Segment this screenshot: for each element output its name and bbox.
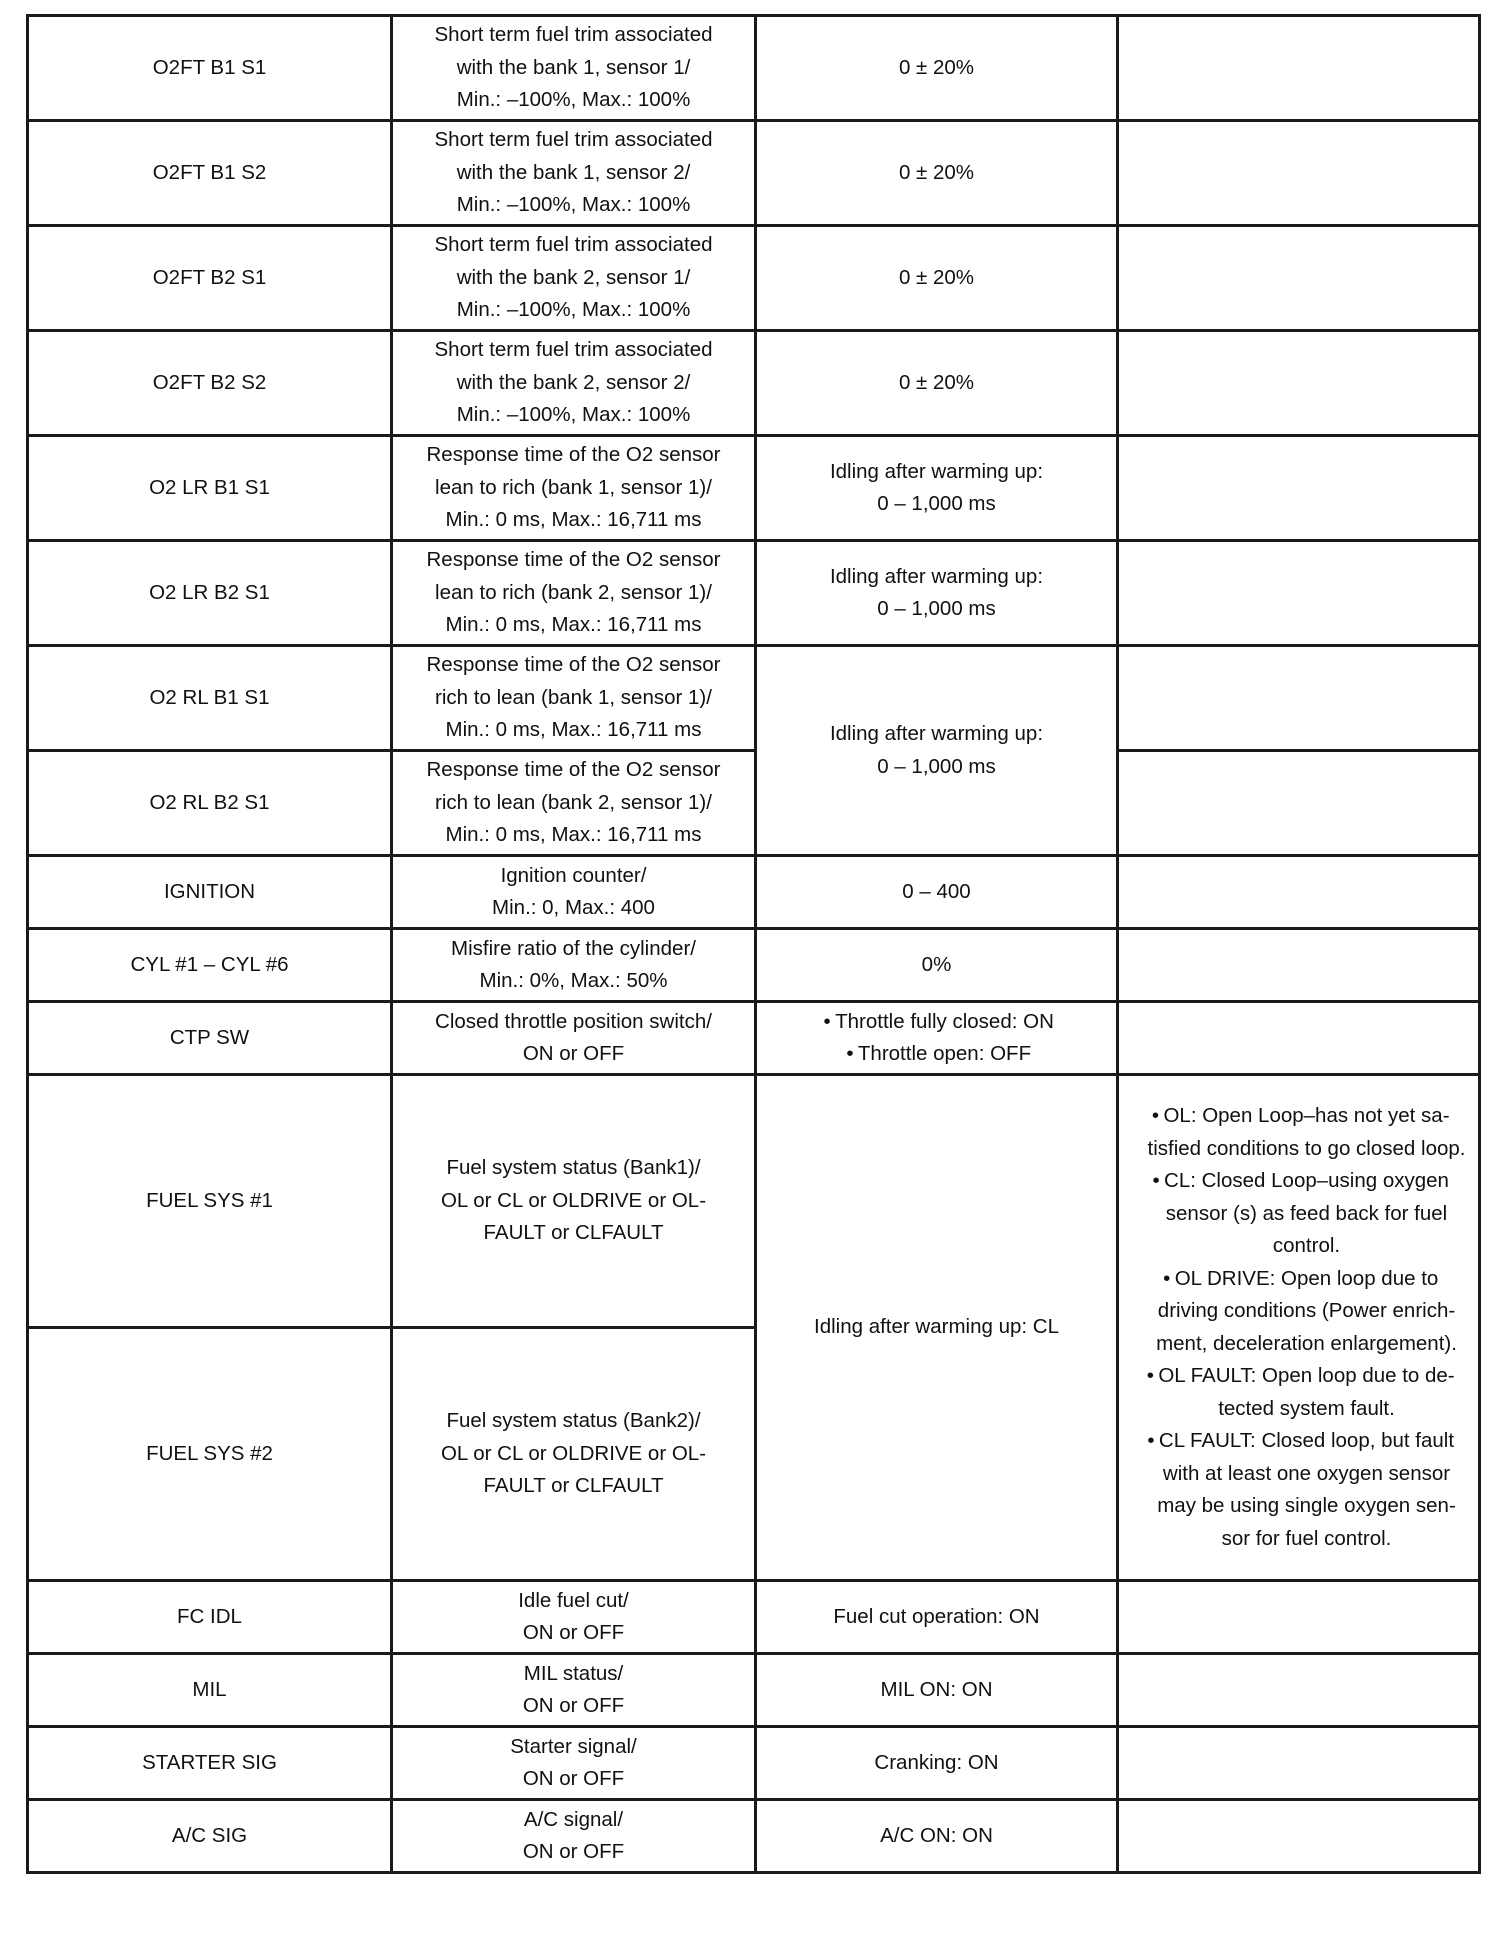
- value-cell: A/C ON: ON: [756, 1800, 1118, 1873]
- description-cell: Fuel system status (Bank2)/ OL or CL or OLDRIVE or OL- FAULT or CLFAULT: [392, 1328, 756, 1581]
- description-cell: Response time of the O2 sensor rich to lean (bank 2, sensor 1)/ Min.: 0 ms, Max.: 16,711 ms: [392, 751, 756, 856]
- table-row: [28, 929, 1480, 1002]
- description-cell: Ignition counter/ Min.: 0, Max.: 400: [392, 856, 756, 929]
- item-cell: O2FT B2 S2: [28, 331, 392, 436]
- note-cell: [1118, 226, 1480, 331]
- description-cell: Starter signal/ ON or OFF: [392, 1727, 756, 1800]
- table-row: [28, 1075, 1480, 1328]
- table-row: [28, 331, 1480, 436]
- note-cell: [1118, 929, 1480, 1002]
- note-cell: [1118, 1654, 1480, 1727]
- table-row: [28, 751, 1480, 856]
- note-cell: [1118, 121, 1480, 226]
- item-cell: O2FT B1 S2: [28, 121, 392, 226]
- value-cell: 0 ± 20%: [756, 16, 1118, 121]
- table-row: [28, 1727, 1480, 1800]
- note-cell: [1118, 1002, 1480, 1075]
- description-cell: A/C signal/ ON or OFF: [392, 1800, 756, 1873]
- description-cell: Short term fuel trim associated with the bank 1, sensor 1/ Min.: –100%, Max.: 100%: [392, 16, 756, 121]
- value-cell: Idling after warming up: 0 – 1,000 ms: [756, 541, 1118, 646]
- value-cell: Idling after warming up: 0 – 1,000 ms: [756, 436, 1118, 541]
- description-cell: MIL status/ ON or OFF: [392, 1654, 756, 1727]
- table-row: [28, 1654, 1480, 1727]
- value-cell: 0 ± 20%: [756, 226, 1118, 331]
- item-cell: O2 RL B1 S1: [28, 646, 392, 751]
- note-cell: [1118, 16, 1480, 121]
- table-row: [28, 226, 1480, 331]
- note-cell: [1118, 1581, 1480, 1654]
- table-row: [28, 1800, 1480, 1873]
- table-row: [28, 121, 1480, 226]
- value-cell: Fuel cut operation: ON: [756, 1581, 1118, 1654]
- note-cell: [1118, 1727, 1480, 1800]
- description-cell: Fuel system status (Bank1)/ OL or CL or OLDRIVE or OL- FAULT or CLFAULT: [392, 1075, 756, 1328]
- table-row: [28, 856, 1480, 929]
- table-row: [28, 1581, 1480, 1654]
- description-cell: Closed throttle position switch/ ON or OFF: [392, 1002, 756, 1075]
- value-cell: 0 – 400: [756, 856, 1118, 929]
- item-cell: IGNITION: [28, 856, 392, 929]
- value-cell: • Throttle fully closed: ON • Throttle open: OFF: [756, 1002, 1118, 1075]
- item-cell: FUEL SYS #2: [28, 1328, 392, 1581]
- description-cell: Response time of the O2 sensor lean to rich (bank 2, sensor 1)/ Min.: 0 ms, Max.: 16,711 ms: [392, 541, 756, 646]
- table-row: [28, 1002, 1480, 1075]
- description-cell: Idle fuel cut/ ON or OFF: [392, 1581, 756, 1654]
- item-cell: CTP SW: [28, 1002, 392, 1075]
- note-cell: [1118, 1800, 1480, 1873]
- note-cell: [1118, 436, 1480, 541]
- note-cell: [1118, 331, 1480, 436]
- table-row: [28, 646, 1480, 751]
- value-cell: MIL ON: ON: [756, 1654, 1118, 1727]
- note-cell: [1118, 646, 1480, 751]
- description-cell: Response time of the O2 sensor rich to lean (bank 1, sensor 1)/ Min.: 0 ms, Max.: 16,711 ms: [392, 646, 756, 751]
- item-cell: CYL #1 – CYL #6: [28, 929, 392, 1002]
- item-cell: A/C SIG: [28, 1800, 392, 1873]
- description-cell: Misfire ratio of the cylinder/ Min.: 0%, Max.: 50%: [392, 929, 756, 1002]
- value-cell: Cranking: ON: [756, 1727, 1118, 1800]
- fuel-system-note-cell: • OL: Open Loop–has not yet sa-tisfied conditions to go closed loop. • CL: Closed Loop–using oxygen sensor (s) as feed back for fuel control. • OL DRIVE: Open loop due to driving conditions (Power enrich-ment, deceleration enlargement). • OL FAULT: Open loop due to de-tected system fault. • CL FAULT: Closed loop, but fault with at least one oxygen sensor may be using single oxygen sen-sor for fuel control.: [1118, 1075, 1480, 1581]
- data-monitor-table: [26, 14, 1481, 1874]
- item-cell: O2FT B1 S1: [28, 16, 392, 121]
- table-row: [28, 436, 1480, 541]
- table-row: [28, 16, 1480, 121]
- item-cell: O2FT B2 S1: [28, 226, 392, 331]
- item-cell: FUEL SYS #1: [28, 1075, 392, 1328]
- description-cell: Short term fuel trim associated with the bank 2, sensor 2/ Min.: –100%, Max.: 100%: [392, 331, 756, 436]
- item-cell: O2 LR B2 S1: [28, 541, 392, 646]
- description-cell: Response time of the O2 sensor lean to rich (bank 1, sensor 1)/ Min.: 0 ms, Max.: 16,711 ms: [392, 436, 756, 541]
- value-cell: 0 ± 20%: [756, 121, 1118, 226]
- description-cell: Short term fuel trim associated with the bank 1, sensor 2/ Min.: –100%, Max.: 100%: [392, 121, 756, 226]
- item-cell: O2 RL B2 S1: [28, 751, 392, 856]
- item-cell: MIL: [28, 1654, 392, 1727]
- item-cell: O2 LR B1 S1: [28, 436, 392, 541]
- value-cell: 0%: [756, 929, 1118, 1002]
- item-cell: STARTER SIG: [28, 1727, 392, 1800]
- item-cell: FC IDL: [28, 1581, 392, 1654]
- value-cell: 0 ± 20%: [756, 331, 1118, 436]
- value-cell: Idling after warming up: 0 – 1,000 ms: [756, 646, 1118, 856]
- table-row: [28, 541, 1480, 646]
- note-cell: [1118, 856, 1480, 929]
- description-cell: Short term fuel trim associated with the bank 2, sensor 1/ Min.: –100%, Max.: 100%: [392, 226, 756, 331]
- note-cell: [1118, 541, 1480, 646]
- note-cell: [1118, 751, 1480, 856]
- value-cell: Idling after warming up: CL: [756, 1075, 1118, 1581]
